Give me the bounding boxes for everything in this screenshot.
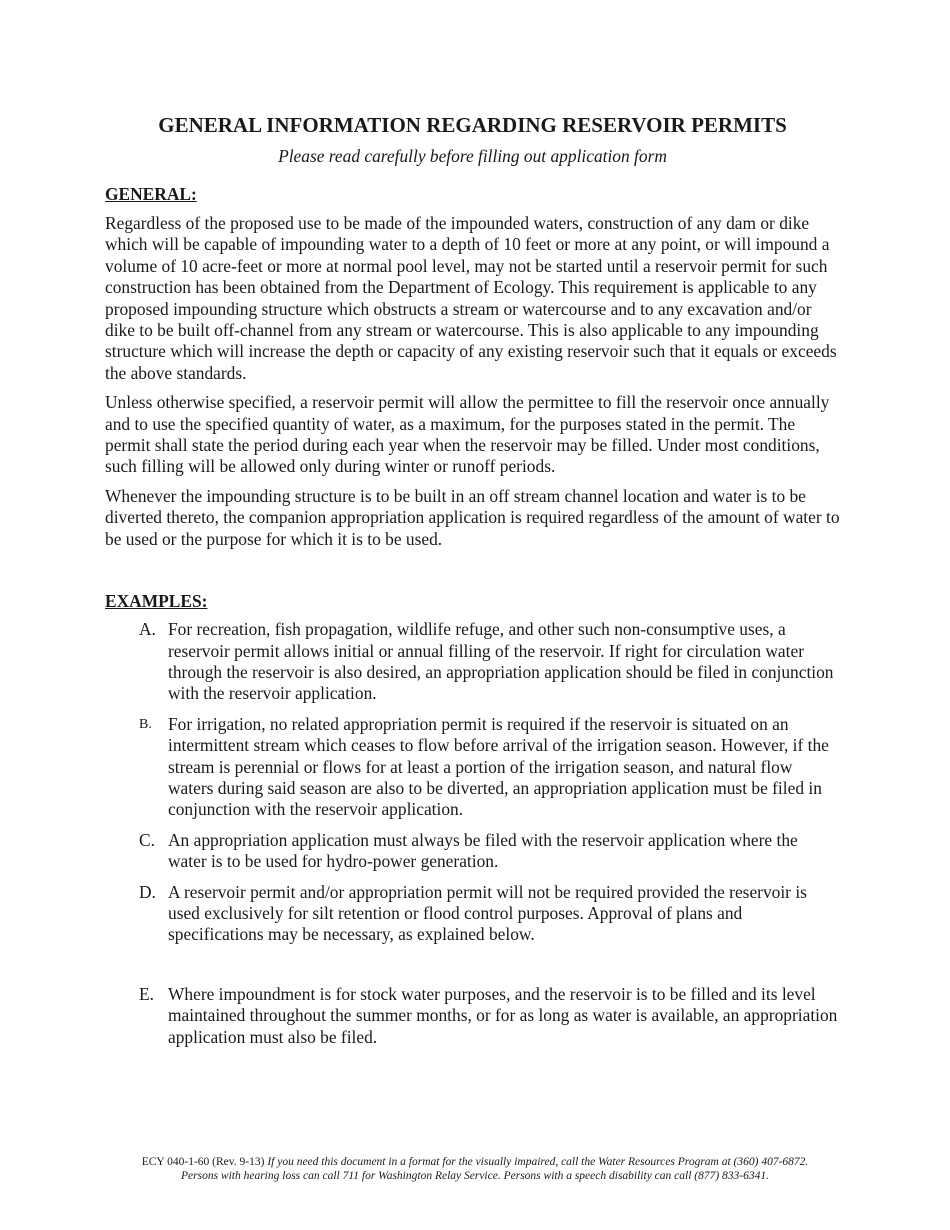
- page-title: GENERAL INFORMATION REGARDING RESERVOIR PERMITS: [158, 113, 787, 137]
- examples-section: [105, 590, 840, 1048]
- document-page: [105, 112, 840, 1057]
- relay-service-notice: Persons with hearing loss can call 711 for Washington Relay Service. Persons with a speech disability can call (877) 833-6341.: [180, 1170, 770, 1182]
- list-item-text: For irrigation, no related appropriation permit is required if the reservoir is situated on an intermittent stream which ceases to flow before arrival of the irrigation season. However, if the stream is perennial or flows for at least a portion of the irrigation season, and natural flow waters during said season are also to be diverted, an appropriation application must be filed in conjunction with the reservoir application.: [168, 713, 829, 820]
- list-marker: D.: [139, 881, 156, 902]
- form-number: ECY 040-1-60 (Rev. 9-13): [141, 1156, 265, 1168]
- list-item-text: For recreation, fish propagation, wildlife refuge, and other such non-consumptive uses, a reservoir permit allows initial or annual filling of the reservoir. If right for circulation water through the reservoir is also desired, an appropriation application should be filed in conjunction with the reservoir application.: [168, 619, 834, 704]
- list-marker: A.: [139, 619, 156, 640]
- list-item-text: A reservoir permit and/or appropriation permit will not be required provided the reservoir is used exclusively for silt retention or flood control purposes. Approval of plans and specifications may be necessary, as explained below.: [168, 881, 807, 945]
- general-paragraph: Regardless of the proposed use to be made of the impounded waters, construction of any dam or dike which will be capable of impounding water to a depth of 10 feet or more at any point, or will impound a volume of 10 acre-feet or more at normal pool level, may not be started until a reservoir permit for such construction has been obtained from the Department of Ecology. This requirement is applicable to any proposed impounding structure which obstructs a stream or watercourse and to any excavation and/or dike to be built off-channel from any stream or watercourse. This is also applicable to any impounding structure which will increase the depth or capacity of any existing reservoir such that it equals or exceeds the above standards.: [105, 213, 837, 383]
- list-marker: C.: [139, 829, 155, 850]
- page-footer: [0, 1155, 950, 1183]
- general-paragraph: Unless otherwise specified, a reservoir permit will allow the permittee to fill the reservoir once annually and to use the specified quantity of water, as a maximum, for the purposes stated in the permit. The permit shall state the period during each year when the reservoir may be filled. Under most conditions, such filling will be allowed only during winter or runoff periods.: [105, 392, 830, 477]
- footer-line-1: [0, 1155, 950, 1169]
- list-marker: B.: [139, 716, 152, 732]
- list-item: [105, 714, 840, 821]
- list-item: [105, 619, 840, 705]
- list-marker: E.: [139, 983, 154, 1004]
- page-subtitle: Please read carefully before filling out application form: [278, 146, 667, 166]
- list-item-text: An appropriation application must always be filed with the reservoir application where the water is to be used for hydro-power generation.: [168, 829, 798, 872]
- list-item-text: Where impoundment is for stock water purposes, and the reservoir is to be filled and its level maintained throughout the summer months, or for as long as water is available, an appropriation application must also be filed.: [168, 983, 838, 1047]
- general-section: [105, 183, 840, 550]
- accessibility-notice: If you need this document in a format for the visually impaired, call the Water Resources Program at (360) 407-6872.: [267, 1156, 809, 1168]
- list-item: [105, 830, 840, 873]
- list-item: [105, 882, 840, 946]
- list-item: [105, 984, 840, 1048]
- examples-list: [105, 619, 840, 1048]
- general-paragraph: Whenever the impounding structure is to be built in an off stream channel location and water is to be diverted thereto, the companion appropriation application is required regardless of the amount of water to be used or the purpose for which it is to be used.: [105, 485, 840, 549]
- general-heading: GENERAL:: [105, 184, 197, 204]
- examples-heading: EXAMPLES:: [105, 591, 208, 612]
